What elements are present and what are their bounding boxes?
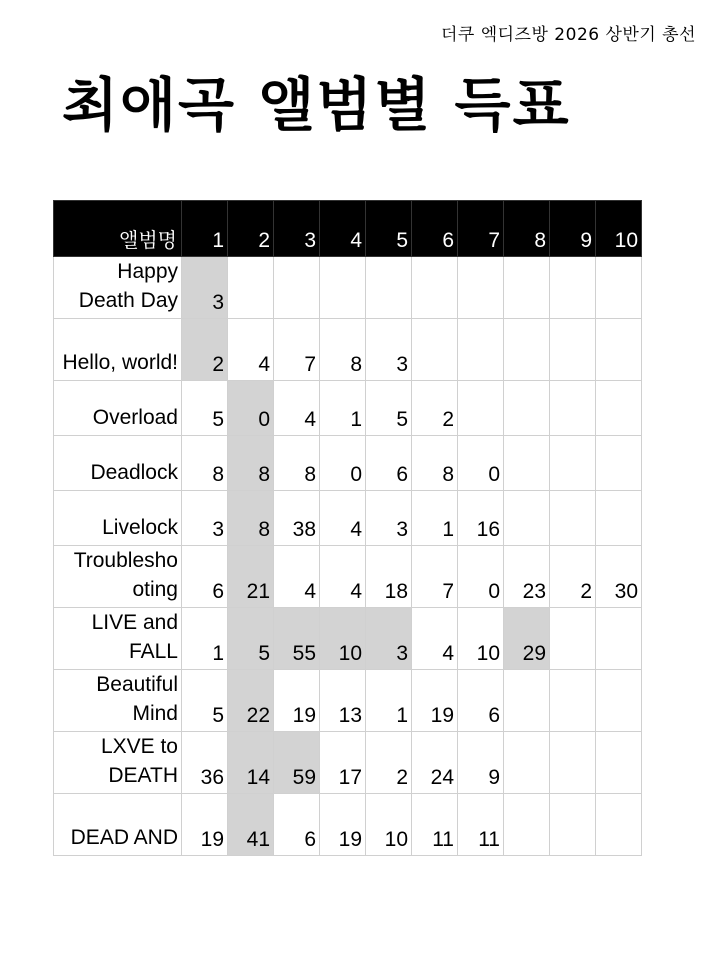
vote-cell: 14 [228, 732, 274, 794]
header-col-5: 5 [366, 201, 412, 257]
page-title: 최애곡 앨범별 득표 [62, 71, 571, 139]
vote-cell [504, 491, 550, 546]
vote-cell: 0 [228, 381, 274, 436]
vote-cell: 8 [228, 436, 274, 491]
vote-cell [550, 670, 596, 732]
vote-cell [550, 257, 596, 319]
vote-cell: 7 [274, 319, 320, 381]
vote-cell: 6 [458, 670, 504, 732]
vote-cell: 3 [366, 608, 412, 670]
vote-cell [274, 257, 320, 319]
vote-cell [504, 319, 550, 381]
vote-cell [504, 381, 550, 436]
vote-cell: 3 [182, 491, 228, 546]
vote-cell: 5 [366, 381, 412, 436]
table-row [54, 732, 642, 794]
vote-cell [458, 319, 504, 381]
vote-cell: 19 [320, 794, 366, 856]
header-col-6: 6 [412, 201, 458, 257]
vote-cell: 8 [274, 436, 320, 491]
vote-cell [596, 491, 642, 546]
vote-cell: 24 [412, 732, 458, 794]
album-name: Deadlock [54, 436, 182, 491]
vote-cell: 11 [412, 794, 458, 856]
vote-cell: 8 [320, 319, 366, 381]
vote-cell [504, 732, 550, 794]
vote-cell: 1 [320, 381, 366, 436]
vote-cell: 3 [366, 491, 412, 546]
vote-cell: 19 [412, 670, 458, 732]
vote-cell: 30 [596, 546, 642, 608]
vote-cell: 13 [320, 670, 366, 732]
vote-cell [596, 608, 642, 670]
vote-cell: 6 [366, 436, 412, 491]
album-name: Hello, world! [54, 319, 182, 381]
vote-cell: 5 [228, 608, 274, 670]
table-row [54, 546, 642, 608]
vote-cell: 16 [458, 491, 504, 546]
vote-cell [412, 257, 458, 319]
vote-cell: 4 [274, 381, 320, 436]
vote-cell: 10 [458, 608, 504, 670]
vote-cell: 0 [320, 436, 366, 491]
vote-cell [550, 794, 596, 856]
header-col-1: 1 [182, 201, 228, 257]
vote-cell [596, 436, 642, 491]
vote-cell: 5 [182, 381, 228, 436]
vote-cell: 1 [412, 491, 458, 546]
vote-cell: 0 [458, 546, 504, 608]
vote-cell [412, 319, 458, 381]
vote-cell: 4 [320, 491, 366, 546]
vote-cell: 8 [182, 436, 228, 491]
album-name: Beautiful Mind [54, 670, 182, 732]
subtitle: 더쿠 엑디즈방 2026 상반기 총선 [440, 25, 696, 45]
album-name: Troublesho oting [54, 546, 182, 608]
vote-cell [458, 257, 504, 319]
vote-cell: 3 [366, 319, 412, 381]
vote-cell: 23 [504, 546, 550, 608]
vote-cell [228, 257, 274, 319]
vote-cell [504, 257, 550, 319]
vote-cell [550, 319, 596, 381]
vote-cell [596, 381, 642, 436]
vote-cell: 5 [182, 670, 228, 732]
header-col-7: 7 [458, 201, 504, 257]
header-col-10: 10 [596, 201, 642, 257]
vote-cell [596, 257, 642, 319]
vote-cell: 4 [274, 546, 320, 608]
vote-cell: 9 [458, 732, 504, 794]
vote-cell: 19 [182, 794, 228, 856]
album-name: DEAD AND [54, 794, 182, 856]
vote-cell [596, 670, 642, 732]
album-name: LXVE to DEATH [54, 732, 182, 794]
vote-cell: 8 [412, 436, 458, 491]
vote-cell: 22 [228, 670, 274, 732]
header-row [54, 201, 642, 257]
table-row [54, 436, 642, 491]
vote-cell [550, 381, 596, 436]
vote-cell: 2 [412, 381, 458, 436]
vote-cell: 2 [366, 732, 412, 794]
vote-cell: 1 [366, 670, 412, 732]
vote-cell: 59 [274, 732, 320, 794]
vote-cell [504, 794, 550, 856]
vote-cell [550, 732, 596, 794]
vote-cell: 4 [320, 546, 366, 608]
header-col-9: 9 [550, 201, 596, 257]
vote-cell: 38 [274, 491, 320, 546]
vote-cell: 2 [550, 546, 596, 608]
header-col-8: 8 [504, 201, 550, 257]
vote-cell: 18 [366, 546, 412, 608]
vote-cell [504, 436, 550, 491]
vote-cell: 2 [182, 319, 228, 381]
vote-cell [504, 670, 550, 732]
vote-cell: 6 [274, 794, 320, 856]
vote-cell: 1 [182, 608, 228, 670]
vote-cell [550, 491, 596, 546]
table-row [54, 670, 642, 732]
vote-cell [550, 608, 596, 670]
vote-cell: 3 [182, 257, 228, 319]
vote-table [53, 200, 642, 856]
vote-cell: 19 [274, 670, 320, 732]
vote-cell: 4 [412, 608, 458, 670]
table-row [54, 608, 642, 670]
vote-cell [320, 257, 366, 319]
table-row [54, 381, 642, 436]
table-row [54, 319, 642, 381]
vote-cell [596, 732, 642, 794]
vote-cell: 55 [274, 608, 320, 670]
album-name: Livelock [54, 491, 182, 546]
vote-cell: 4 [228, 319, 274, 381]
vote-cell: 17 [320, 732, 366, 794]
table-row [54, 794, 642, 856]
vote-cell: 10 [366, 794, 412, 856]
header-album-name: 앨범명 [54, 201, 182, 257]
vote-cell: 8 [228, 491, 274, 546]
vote-cell: 6 [182, 546, 228, 608]
header-col-4: 4 [320, 201, 366, 257]
vote-cell: 11 [458, 794, 504, 856]
vote-cell: 29 [504, 608, 550, 670]
vote-cell: 21 [228, 546, 274, 608]
vote-cell [596, 794, 642, 856]
album-name: Happy Death Day [54, 257, 182, 319]
vote-cell [366, 257, 412, 319]
album-name: LIVE and FALL [54, 608, 182, 670]
vote-cell: 7 [412, 546, 458, 608]
album-name: Overload [54, 381, 182, 436]
table-row [54, 491, 642, 546]
vote-cell [550, 436, 596, 491]
vote-cell: 36 [182, 732, 228, 794]
vote-cell [596, 319, 642, 381]
vote-cell [458, 381, 504, 436]
vote-cell: 41 [228, 794, 274, 856]
vote-cell: 10 [320, 608, 366, 670]
vote-cell: 0 [458, 436, 504, 491]
header-col-2: 2 [228, 201, 274, 257]
header-col-3: 3 [274, 201, 320, 257]
table-row [54, 257, 642, 319]
